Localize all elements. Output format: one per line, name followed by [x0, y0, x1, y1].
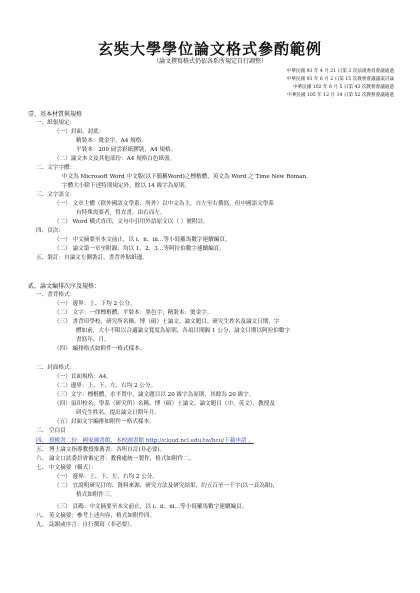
item-heading: 五、裝訂：自論文左側裝訂，書背外貼紙邊。: [36, 255, 148, 261]
sub-item: （三）文字：標楷體，水平置中，論文題目以 20 級字為原則，其餘為 20 級字。: [54, 392, 255, 398]
item-heading: 九、 誌謝或序言：自行撰寫（非必要）。: [36, 522, 136, 528]
sub-item: （二） 文字：一律標楷體，平裝本：黑色字；精裝本：燙金字。: [54, 310, 213, 316]
sub-item: （五）封面文字編排如附件一格式樣本。: [54, 419, 155, 425]
sub-item: （四） 編排格式如附件一格式樣本。: [54, 346, 146, 352]
document-subtitle: （論文撰寫格式仍依各系所規定自行調整）: [152, 58, 267, 65]
body-text: 體如前，大小不限以合適論文寬度為原則，各項目間隔 1 公分，論文日期以阿拉伯數字: [76, 328, 291, 334]
body-text: 精裝本：燙金字，A4 規格。: [76, 138, 147, 144]
item-heading: 三、 空白頁: [36, 428, 66, 434]
body-text: 書寫年、月。: [76, 337, 110, 343]
sub-item: （一）封面、封底：: [54, 129, 105, 135]
sub-item: （二）邊界：上、下、左、右均 2 公分。: [54, 383, 157, 389]
item-heading: 一、紙張規定：: [36, 120, 76, 126]
item-heading: 七、 中文摘要（橫式）：: [36, 465, 97, 471]
body-text: 字體大小除下述特別規定外，餘以 14 級字為原則。: [62, 183, 191, 189]
item-heading: 一、書背格式：: [36, 292, 76, 298]
sub-item: （一） 邊界：上、下、左、右均 2 公分。: [54, 474, 158, 480]
sub-item: （三） 書背印學校、研究所名稱、博（碩）士論文、論文題目、研究生姓名及論文日期，字: [54, 319, 280, 325]
body-text: 有特殊需要者，得直書，由右而左。: [76, 210, 166, 216]
sub-item: （一） 中文摘要至本文前止，以 i、ii、iii…等小寫羅馬數字連續編頁。: [54, 237, 231, 243]
body-text: 平裝本：200 磅雲彩紙膠裝，A4 規格。: [76, 147, 177, 153]
body-text: 中文為 Microsoft Word 中文版(以下簡稱Word)之標楷體，英文為 Word 之 Time New Roman，: [62, 174, 312, 180]
item-heading: 二、封面格式：: [36, 365, 76, 371]
approval-note: 中華民國 93 年 4 月 21 日第 3 次法規委員會議通過: [286, 69, 394, 74]
item-heading: 三、文字語文：: [36, 192, 76, 198]
body-text: 格式如附件三。: [76, 492, 116, 498]
item-heading: 四、頁次：: [36, 228, 64, 234]
section-heading: 貳、論文編排次序及規格：: [28, 283, 101, 290]
sub-item: （三） 頁碼：中文摘要至本文前止，以 i、ii、iii…等小寫羅馬數字連續編頁。: [54, 504, 248, 510]
approval-note: 中華民國 102 年 6 月 5 日第 43 次教務會議通過: [292, 85, 394, 90]
sub-item: （二） 論文第一章至附錄，均以 1、2、3…等阿拉伯數字連續編頁。: [54, 246, 225, 252]
section-heading: 壹、基本材質與規格: [28, 111, 83, 118]
approval-note: 中華民國 93 年 6 月 2 日第 15 次教務會議議案討論: [286, 77, 394, 82]
sub-item: （一）頁面規格：A4。: [54, 374, 112, 380]
item-heading: 五、 博士論文指導教授推薦書：各所自訂(非必要)。: [36, 447, 166, 453]
sub-item: （一） 文章主體（除外國語文學系、所外）以中文為主，自左至右撰寫，但中國語文學系: [54, 201, 274, 207]
item-heading: 八、 英文摘要：參考上述內容，格式如附件四。: [36, 513, 156, 519]
authorization-download-link[interactable]: 四、 授權書二份：國家圖書館、本校圖書館 http://cloud.ncl.edu.tw/hcu/下載申請 。: [36, 438, 254, 444]
item-heading: 六、 論文口試委員會審定書：教務處統一製作，格式如附件二。: [36, 456, 195, 462]
sub-item: （二） Word 橫式直印，文句中引用外語原文以（ ）號附註。: [54, 219, 209, 225]
sub-item: （二） 宜說明研究目的、資料來源、研究方法及研究結果，約五百至一千字(以一頁為限)，: [54, 483, 279, 489]
sub-item: （四）須印校名、學系（研究所）名稱、博（碩）士論文、論文題目（中、英文）、教授及: [54, 401, 275, 407]
document-title: 玄奘大學學位論文格式參酌範例: [97, 40, 322, 58]
sub-item: （二）論文本文及其他部份：A4 規格白色紙張。: [54, 156, 176, 162]
item-heading: 二、文字字體：: [36, 165, 76, 171]
body-text: 研究生姓名、提出論文日期年月。: [76, 410, 160, 416]
sub-item: （一） 邊界：上、下均 2 公分。: [54, 301, 136, 307]
approval-note: 中華民國 105 年 12 月 14 日第 52 次教務會議通過: [287, 93, 394, 98]
